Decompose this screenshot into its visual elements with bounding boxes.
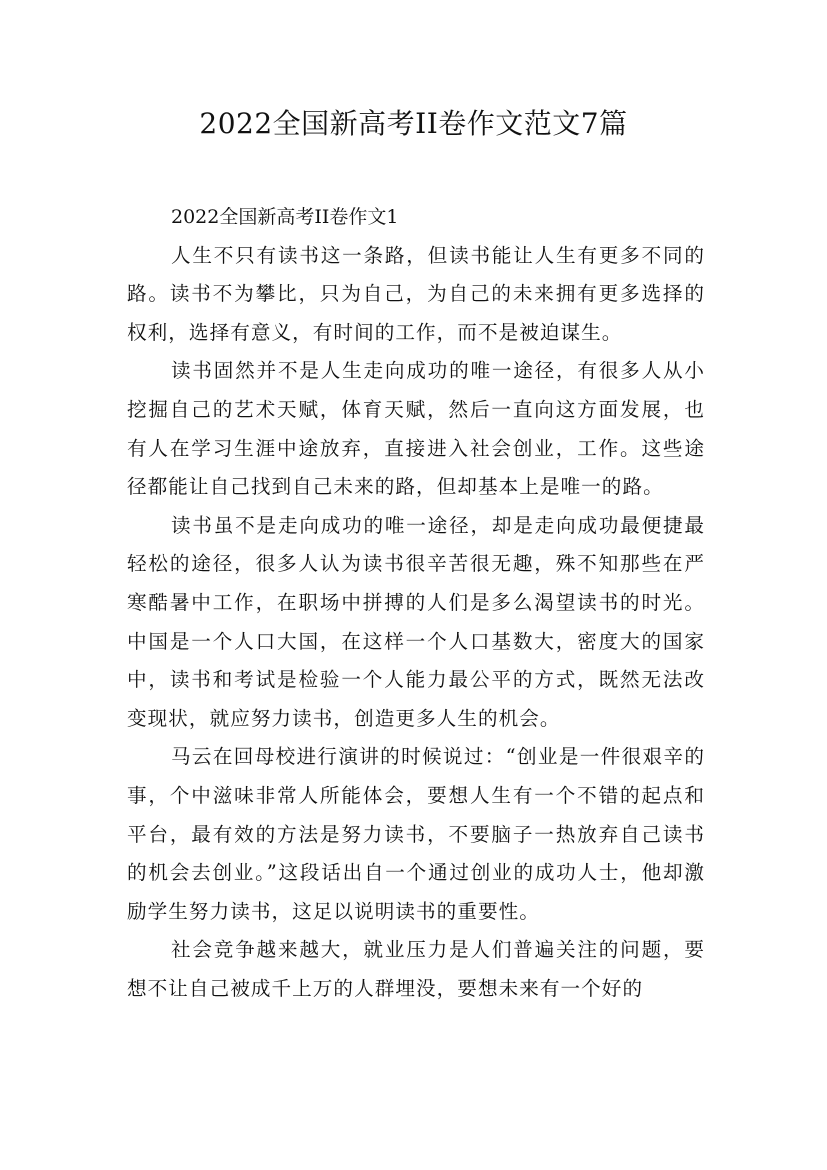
- paragraph: 社会竞争越来越大，就业压力是人们普遍关注的问题，要想不让自己被成千上万的人群埋没，要想未来有一个好的: [127, 938, 705, 1000]
- paragraph: 读书虽不是走向成功的唯一途径，却是走向成功最便捷最轻松的途径，很多人认为读书很辛苦很无趣，殊不知那些在严寒酷暑中工作，在职场中拼搏的人们是多么渴望读书的时光。中国是一个人口大国，在这样一个人口基数大，密度大的国家中，读书和考试是检验一个人能力最公平的方式，既然无法改变现状，就应努力读书，创造更多人生的机会。: [127, 513, 705, 730]
- document-title: 2022全国新高考II卷作文范文7篇: [199, 107, 628, 140]
- paragraph: 读书固然并不是人生走向成功的唯一途径，有很多人从小挖掘自己的艺术天赋，体育天赋，然后一直向这方面发展，也有人在学习生涯中途放弃，直接进入社会创业，工作。这些途径都能让自己找到自己未来的路，但却基本上是唯一的路。: [127, 359, 705, 499]
- document-body: [127, 198, 705, 1008]
- essay-subtitle: 2022全国新高考II卷作文1: [171, 206, 399, 228]
- paragraph: 人生不只有读书这一条路，但读书能让人生有更多不同的路。读书不为攀比，只为自己，为自己的未来拥有更多选择的权利，选择有意义，有时间的工作，而不是被迫谋生。: [127, 243, 705, 344]
- paragraph: 马云在回母校进行演讲的时候说过：“创业是一件很艰辛的事，个中滋味非常人所能体会，要想人生有一个不错的起点和平台，最有效的方法是努力读书，不要脑子一热放弃自己读书的机会去创业。”这段话出自一个通过创业的成功人士，他却激励学生努力读书，这足以说明读书的重要性。: [127, 745, 705, 923]
